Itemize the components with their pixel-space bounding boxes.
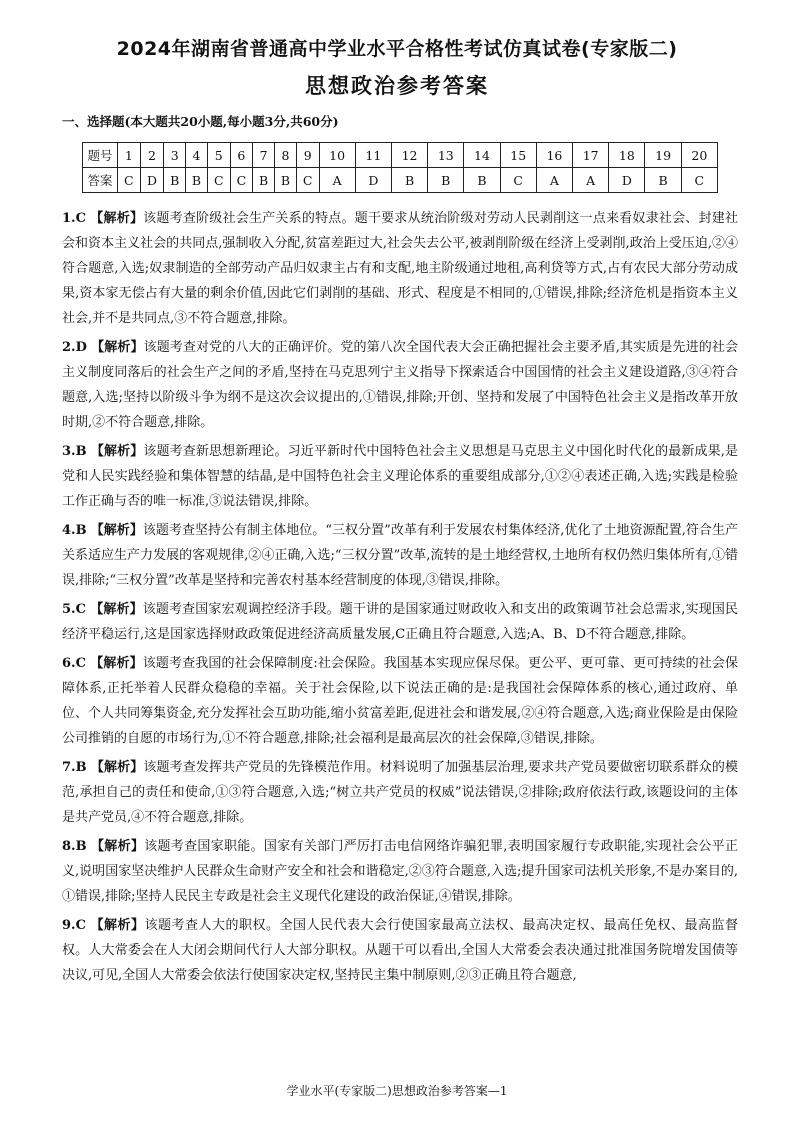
- question-number: 6: [230, 143, 253, 168]
- item-text: 该题考查发挥共产党员的先锋模范作用。材料说明了加强基层治理,要求共产党员要做密切联系群众的模范,承担自己的责任和使命,①③符合题意,入选;“树立共产党员的权威”说法错误,②排除;政府依法行政,该题设问的主体是共产党员,④不符合题意,排除。: [62, 760, 738, 825]
- question-number: 20: [681, 143, 717, 168]
- question-number: 12: [391, 143, 427, 168]
- item-text: 该题考查坚持公有制主体地位。“三权分置”改革有利于发展农村集体经济,优化了土地资源配置,符合生产关系适应生产力发展的客观规律,②④正确,入选;“三权分置”改革,流转的是土地经营权,土地所有权仍然归集体所有,①错误,排除;“三权分置”改革是坚持和完善农村基本经营制度的体现,③错误,排除。: [62, 523, 738, 588]
- answer-cell: B: [645, 168, 681, 193]
- answer-cell: B: [464, 168, 500, 193]
- answer-cell: C: [500, 168, 536, 193]
- analysis-tag: 【解析】: [90, 656, 143, 671]
- explanation-item: [62, 913, 738, 988]
- analysis-tag: 【解析】: [91, 340, 144, 355]
- analysis-tag: 【解析】: [91, 839, 145, 854]
- explanation-item: [62, 651, 738, 751]
- answer-cell: C: [118, 168, 141, 193]
- answer-cell: C: [207, 168, 230, 193]
- item-number: 1.C: [62, 211, 86, 226]
- question-number: 14: [464, 143, 500, 168]
- analysis-tag: 【解析】: [90, 523, 143, 538]
- explanation-item: [62, 206, 738, 331]
- explanation-item: [62, 755, 738, 830]
- analysis-tag: 【解析】: [90, 760, 144, 775]
- item-number: 5.C: [62, 602, 86, 617]
- question-number: 5: [207, 143, 230, 168]
- question-number: 9: [296, 143, 319, 168]
- question-number: 8: [275, 143, 297, 168]
- analysis-tag: 【解析】: [90, 918, 145, 933]
- section-heading: 一、选择题(本大题共20小题,每小题3分,共60分): [62, 114, 339, 129]
- explanation-item: [62, 597, 738, 647]
- question-number: 13: [428, 143, 464, 168]
- question-number: 7: [253, 143, 275, 168]
- item-text: 该题考查阶级社会生产关系的特点。题干要求从统治阶级对劳动人民剥削这一点来看奴隶社会、封建社会和资本主义社会的共同点,强制收入分配,贫富差距过大,社会失去公平,被剥削阶级在经济上受剥削,政治上受压迫,②④符合题意,入选;奴隶制造的全部劳动产品归奴隶主占有和支配,地主阶级通过地租,高利贷等方式,占有农民大部分劳动成果,资本家无偿占有大量的剩余价值,因此它们剥削的基础、形式、程度是不相同的,①错误,排除;经济危机是指资本主义社会,并不是共同点,③不符合题意,排除。: [62, 211, 738, 326]
- answer-cell: B: [275, 168, 297, 193]
- explanation-item: [62, 834, 738, 909]
- question-number: 16: [536, 143, 572, 168]
- answer-cell: B: [164, 168, 186, 193]
- item-text: 该题考查国家职能。国家有关部门严厉打击电信网络诈骗犯罪,表明国家履行专政职能,实现社会公平正义,说明国家坚决维护人民群众生命财产安全和社会和谐稳定,②③符合题意,入选;提升国家司法机关形象,不是办案目的,①错误,排除;坚持人民民主专政是社会主义现代化建设的政治保证,④错误,排除。: [62, 839, 738, 904]
- item-text: 该题考查对党的八大的正确评价。党的第八次全国代表大会正确把握社会主要矛盾,其实质是先进的社会主义制度同落后的社会生产之间的矛盾,坚持在马克思列宁主义指导下探索适合中国国情的社会主义建设道路,③④符合题意,入选;坚持以阶级斗争为纲不是这次会议提出的,①错误,排除;开创、坚持和发展了中国特色社会主义是指改革开放时期,②不符合题意,排除。: [62, 340, 738, 430]
- answer-cell: D: [609, 168, 645, 193]
- explanation-item: [62, 439, 738, 514]
- item-text: 该题考查我国的社会保障制度:社会保险。我国基本实现应保尽保。更公平、更可靠、更可持续的社会保障体系,正托举着人民群众稳稳的幸福。关于社会保险,以下说法正确的是:是我国社会保障体系的核心,通过政府、单位、个人共同筹集资金,充分发挥社会互助功能,缩小贫富差距,促进社会和谐发展,②④符合题意,入选;商业保险是由保险公司推销的自愿的市场行为,①不符合题意,排除;社会福利是最高层次的社会保障,③错误,排除。: [62, 656, 738, 746]
- item-text: 该题考查新思想新理论。习近平新时代中国特色社会主义思想是马克思主义中国化时代化的最新成果,是党和人民实践经验和集体智慧的结晶,是中国特色社会主义理论体系的重要组成部分,①②④表述正确,入选;实践是检验工作正确与否的唯一标准,③说法错误,排除。: [62, 444, 738, 509]
- item-number: 4.B: [62, 523, 87, 538]
- analysis-tag: 【解析】: [90, 444, 144, 459]
- answer-cell: C: [296, 168, 319, 193]
- explanation-item: [62, 518, 738, 593]
- answer-row: [83, 168, 718, 193]
- question-number: 19: [645, 143, 681, 168]
- answer-cell: A: [319, 168, 355, 193]
- answer-cell: B: [253, 168, 275, 193]
- question-number: 4: [186, 143, 208, 168]
- question-number-row: [83, 143, 718, 168]
- answer-cell: A: [573, 168, 609, 193]
- answer-cell: B: [186, 168, 208, 193]
- answer-cell: C: [681, 168, 717, 193]
- page-footer: 学业水平(专家版二)思想政治参考答案—1: [286, 1084, 508, 1098]
- question-number: 3: [164, 143, 186, 168]
- answer-cell: C: [230, 168, 253, 193]
- answer-cell: B: [428, 168, 464, 193]
- item-number: 9.C: [62, 918, 86, 933]
- analysis-tag: 【解析】: [90, 211, 144, 226]
- item-text: 该题考查人大的职权。全国人民代表大会行使国家最高立法权、最高决定权、最高任免权、最高监督权。人大常委会在人大闭会期间代行人大部分职权。从题干可以看出,全国人大常委会表决通过批准国务院增发国债等决议,可见,全国人大常委会依法行使国家决定权,坚持民主集中制原则,②③正确且符合题意,: [62, 918, 738, 983]
- explanation-item: [62, 335, 738, 435]
- item-number: 6.C: [62, 656, 86, 671]
- answer-cell: D: [355, 168, 391, 193]
- item-number: 3.B: [62, 444, 87, 459]
- row-label-answer: 答案: [83, 168, 118, 193]
- row-label-number: 题号: [83, 143, 118, 168]
- answer-cell: D: [140, 168, 164, 193]
- item-number: 2.D: [62, 340, 87, 355]
- question-number: 2: [140, 143, 164, 168]
- item-number: 8.B: [62, 839, 87, 854]
- exam-title: 2024年湖南省普通高中学业水平合格性考试仿真试卷(专家版二): [116, 38, 678, 60]
- analysis-tag: 【解析】: [90, 602, 143, 617]
- item-text: 该题考查国家宏观调控经济手段。题干讲的是国家通过财政收入和支出的政策调节社会总需求,实现国民经济平稳运行,这是国家选择财政政策促进经济高质量发展,C正确且符合题意,入选;A、B、D不符合题意,排除。: [62, 602, 738, 642]
- question-number: 18: [609, 143, 645, 168]
- answer-cell: B: [391, 168, 427, 193]
- item-number: 7.B: [62, 760, 87, 775]
- question-number: 10: [319, 143, 355, 168]
- question-number: 1: [118, 143, 141, 168]
- answer-cell: A: [536, 168, 572, 193]
- question-number: 11: [355, 143, 391, 168]
- question-number: 15: [500, 143, 536, 168]
- answer-subtitle: 思想政治参考答案: [305, 74, 489, 98]
- explanation-list: [62, 206, 738, 992]
- answer-table: [82, 142, 718, 193]
- question-number: 17: [573, 143, 609, 168]
